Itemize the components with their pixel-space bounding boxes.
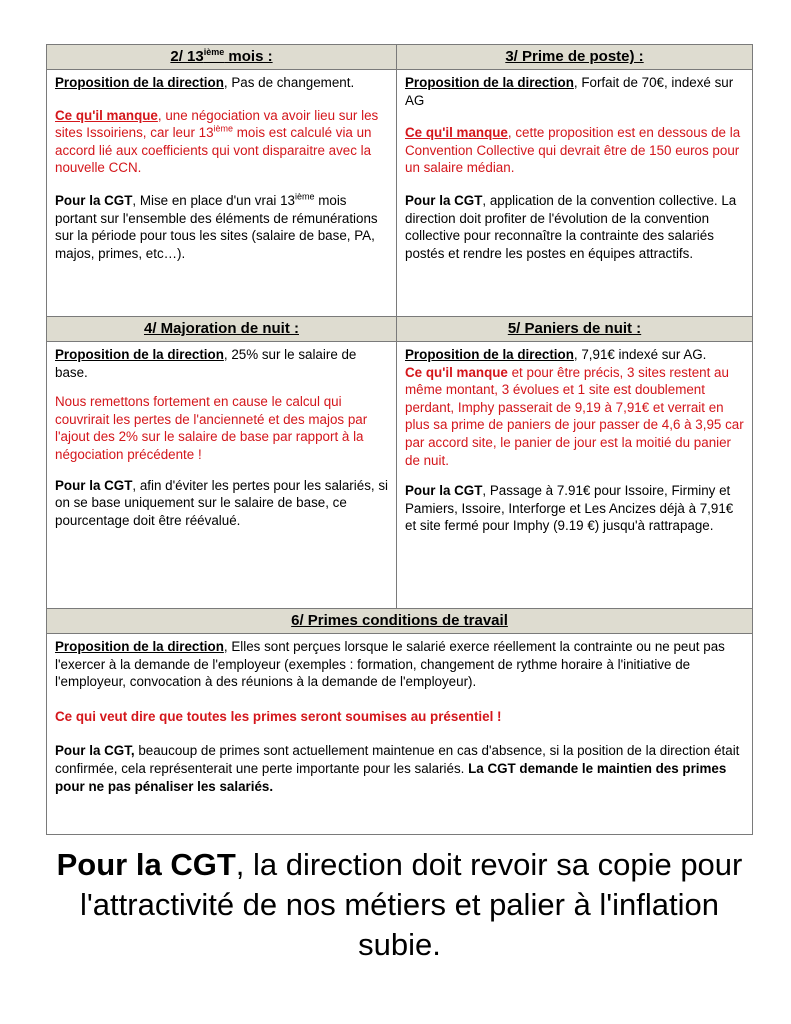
proposals-table: [46, 44, 753, 835]
section-2-missing: Ce qu'il manque, une négociation va avoir lieu sur les sites Issoiriens, car leur 13ième mois est calculé via un accord lié aux coefficients qui vont disparaitre avec la nouvelle CCN.: [55, 107, 379, 176]
section-2-cell: [47, 70, 397, 316]
section-5-missing: Ce qu'il manque et pour être précis, 3 sites restent au même montant, 3 évolues et 1 site est doublement perdant, Imphy passerait de 9,19 à 7,91€ et verrait en plus sa prime de paniers de jour passer de 4,6 à 3,95 car par accord site, le panier de jour est la moitié du panier de nuit.: [405, 364, 744, 468]
section-6-proposal: Proposition de la direction, Elles sont perçues lorsque le salarié exerce réellement la contrainte ou ne peut pas l'exercer à la demande de l'employeur (exemples : formation, changement de rythme horaire à l'initiative de l'employeur, convocation à des réunions à la demande de l'employeur).: [55, 639, 725, 690]
section-4-red-note: Nous remettons fortement en cause le calcul qui couvrirait les pertes de l'ancienneté et des majos par l'ajout des 2% sur le salaire de base par rapport à la négociation précédente !: [55, 394, 368, 462]
section-2-cgt: Pour la CGT, Mise en place d'un vrai 13ième mois portant sur l'ensemble des éléments de rémunérations sur la période pour tous les sites (salaire de base, PA, majos, primes, etc…).: [55, 191, 378, 261]
body-row-3: [47, 633, 752, 834]
section-5-proposal: Proposition de la direction, 7,91€ indexé sur AG.: [405, 347, 707, 362]
section-3-cgt: Pour la CGT, application de la convention collective. La direction doit profiter de l'évolution de la convention collective pour reconnaître la contrainte des salariés postés et rendre les postes en équipes attractifs.: [405, 192, 737, 261]
section-5-cell: [397, 342, 752, 608]
section-2-proposal: Proposition de la direction, Pas de changement.: [55, 75, 355, 90]
body-row-1: [47, 69, 752, 316]
section-2-title: 2/ 13ième mois :: [47, 45, 397, 69]
header-row-2: [47, 316, 752, 341]
closing-statement: Pour la CGT, la direction doit revoir sa copie pour l'attractivité de nos métiers et palier à l'inflation subie.: [56, 847, 743, 962]
section-6-title: 6/ Primes conditions de travail: [291, 612, 508, 629]
section-6-red-note: Ce qui veut dire que toutes les primes seront soumises au présentiel !: [55, 708, 502, 724]
section-4-title: 4/ Majoration de nuit :: [47, 317, 397, 341]
section-4-cell: [47, 342, 397, 608]
header-row-1: [47, 45, 752, 69]
section-5-cgt: Pour la CGT, Passage à 7.91€ pour Issoire, Firminy et Pamiers, Issoire, Interforge et Les Ancizes déjà à 7,91€ et site fermé pour Imphy (9.19 €) jusqu'à rattrapage.: [405, 483, 734, 534]
body-row-2: [47, 341, 752, 608]
section-3-proposal: Proposition de la direction, Forfait de 70€, indexé sur AG: [405, 75, 734, 108]
section-5-title: 5/ Paniers de nuit :: [507, 320, 642, 337]
section-6-cell: [47, 634, 752, 834]
header-row-3: [47, 608, 752, 633]
section-6-cgt: Pour la CGT, beaucoup de primes sont actuellement maintenue en cas d'absence, si la position de la direction était confirmée, cela représenterait une perte importante pour les salariés. La CGT demande le maintien des primes pour ne pas pénaliser les salariés.: [55, 743, 740, 794]
section-3-missing: Ce qu'il manque, cette proposition est en dessous de la Convention Collective qui devrait être de 150 euros pour un salaire médian.: [405, 125, 741, 176]
section-3-cell: [397, 70, 752, 316]
section-4-cgt: Pour la CGT, afin d'éviter les pertes pour les salariés, si on se base uniquement sur le salaire de base, ce pourcentage doit être réévalué.: [55, 477, 388, 528]
section-3-title: 3/ Prime de poste) :: [505, 48, 644, 65]
section-4-proposal: Proposition de la direction, 25% sur le salaire de base.: [55, 347, 357, 380]
